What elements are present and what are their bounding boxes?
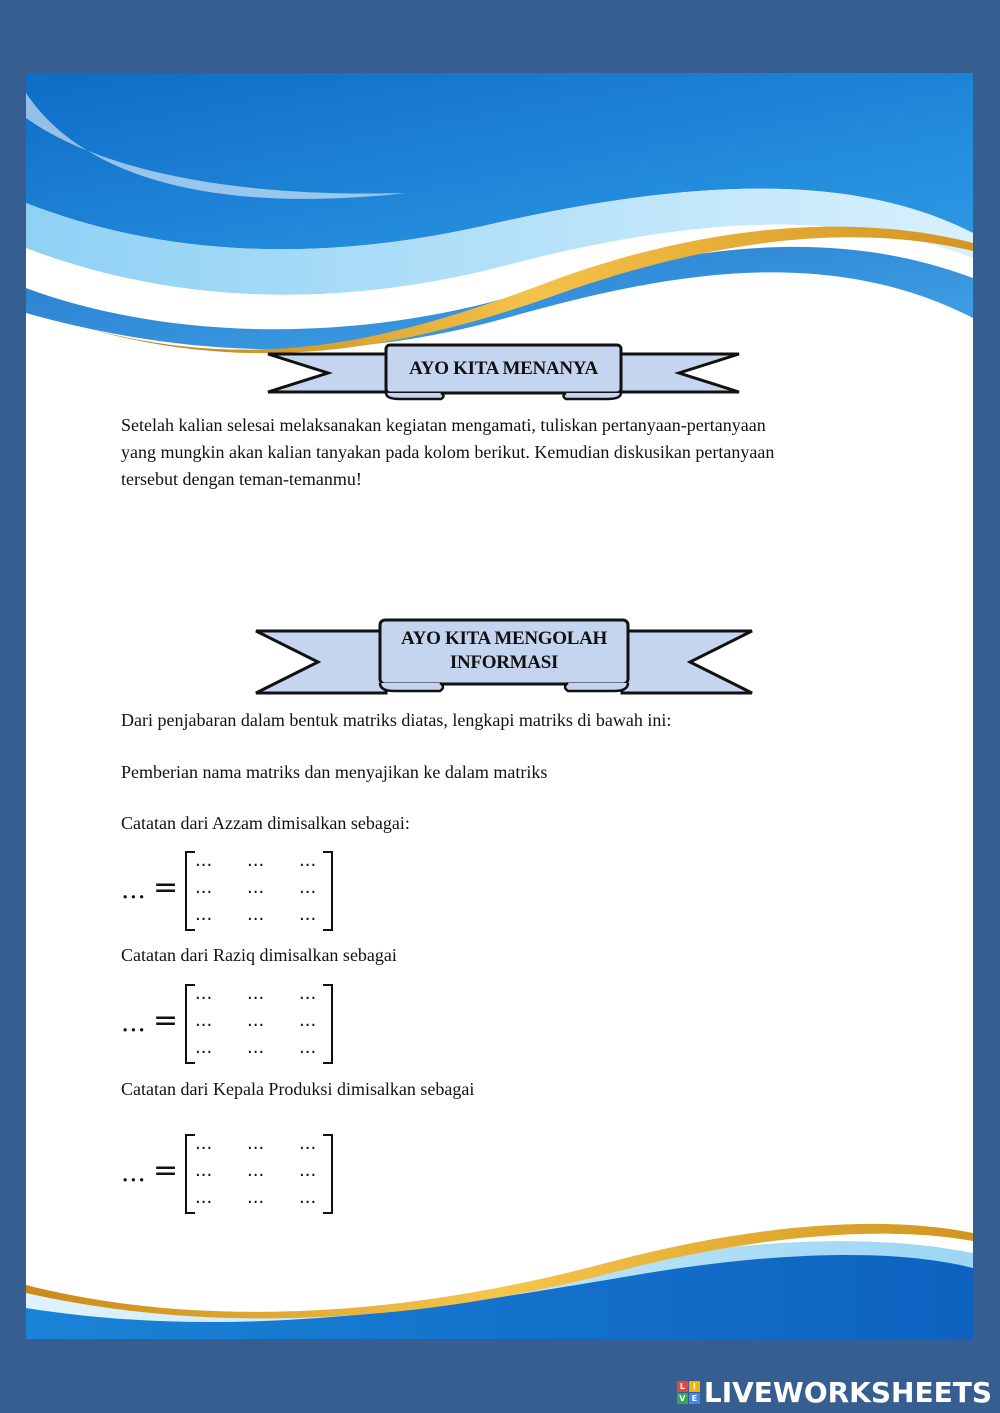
matrix-name-blank[interactable]: ... — [121, 875, 146, 905]
matrix-azzam — [121, 851, 341, 931]
banner-ayo-kita-menanya — [266, 341, 741, 403]
matrix-raziq — [121, 984, 341, 1064]
matrix-cell[interactable]: ... — [247, 983, 265, 1004]
matrix-cells — [195, 980, 325, 1061]
matrix-cell[interactable]: ... — [299, 1133, 317, 1154]
intro-line-1: Setelah kalian selesai melaksanakan kegiatan mengamati, tuliskan pertanyaan-pertanyaan — [121, 415, 766, 435]
logo-mark-letter: E — [689, 1393, 700, 1404]
equals-sign: = — [153, 870, 179, 905]
banner-title-line-2: INFORMASI — [449, 652, 559, 673]
equals-sign: = — [153, 1003, 179, 1038]
logo-mark-letter: I — [689, 1381, 700, 1392]
worksheet-page — [26, 73, 973, 1339]
right-bracket — [323, 851, 333, 931]
item-label-azzam: Catatan dari Azzam dimisalkan sebagai: — [121, 813, 410, 833]
matrix-cell[interactable]: ... — [299, 904, 317, 925]
matrix-cell[interactable]: ... — [195, 904, 213, 925]
logo-mark-letter: V — [677, 1393, 688, 1404]
matrix-cell[interactable]: ... — [247, 1037, 265, 1058]
matrix-cell[interactable]: ... — [299, 850, 317, 871]
bottom-wave-decoration — [26, 1193, 973, 1339]
top-wave-decoration — [26, 73, 973, 373]
matrix-cell[interactable]: ... — [195, 1133, 213, 1154]
banner-title: AYO KITA MENANYA — [409, 358, 598, 379]
matrix-cell[interactable]: ... — [195, 1160, 213, 1181]
item-label-raziq: Catatan dari Raziq dimisalkan sebagai — [121, 945, 397, 965]
matrix-cell[interactable]: ... — [247, 850, 265, 871]
left-bracket — [185, 984, 195, 1064]
item-label-kepala-produksi: Catatan dari Kepala Produksi dimisalkan sebagai — [121, 1079, 475, 1099]
matrix-cells — [195, 847, 325, 928]
logo-mark-letter: L — [677, 1381, 688, 1392]
banner-ayo-kita-mengolah-informasi — [254, 617, 754, 697]
matrix-cells — [195, 1130, 325, 1211]
matrix-cell[interactable]: ... — [299, 877, 317, 898]
matrix-cell[interactable]: ... — [195, 1010, 213, 1031]
matrix-cell[interactable]: ... — [299, 1160, 317, 1181]
matrix-name-blank[interactable]: ... — [121, 1008, 146, 1038]
matrix-cell[interactable]: ... — [299, 1010, 317, 1031]
banner-title-line-1: AYO KITA MENGOLAH — [400, 628, 608, 649]
matrix-cell[interactable]: ... — [247, 877, 265, 898]
matrix-cell[interactable]: ... — [299, 1037, 317, 1058]
logo-text: LIVEWORKSHEETS — [703, 1375, 992, 1409]
matrix-cell[interactable]: ... — [195, 983, 213, 1004]
matrix-kepala-produksi — [121, 1134, 341, 1214]
matrix-cell[interactable]: ... — [195, 850, 213, 871]
matrix-cell[interactable]: ... — [247, 904, 265, 925]
matrix-cell[interactable]: ... — [247, 1133, 265, 1154]
subtitle-text: Pemberian nama matriks dan menyajikan ke dalam matriks — [121, 762, 548, 782]
instruction-text: Dari penjabaran dalam bentuk matriks diatas, lengkapi matriks di bawah ini: — [121, 710, 672, 730]
matrix-cell[interactable]: ... — [299, 1187, 317, 1208]
matrix-name-blank[interactable]: ... — [121, 1158, 146, 1188]
matrix-cell[interactable]: ... — [247, 1010, 265, 1031]
liveworksheets-logo-icon — [677, 1381, 700, 1404]
intro-line-3: tersebut dengan teman-temanmu! — [121, 469, 362, 489]
matrix-cell[interactable]: ... — [195, 1187, 213, 1208]
left-bracket — [185, 1134, 195, 1214]
matrix-cell[interactable]: ... — [299, 983, 317, 1004]
matrix-cell[interactable]: ... — [247, 1187, 265, 1208]
left-bracket — [185, 851, 195, 931]
equals-sign: = — [153, 1153, 179, 1188]
intro-line-2: yang mungkin akan kalian tanyakan pada kolom berikut. Kemudian diskusikan pertanyaan — [121, 442, 775, 462]
right-bracket — [323, 1134, 333, 1214]
matrix-cell[interactable]: ... — [195, 1037, 213, 1058]
right-bracket — [323, 984, 333, 1064]
liveworksheets-logo[interactable] — [677, 1375, 992, 1409]
matrix-cell[interactable]: ... — [247, 1160, 265, 1181]
matrix-cell[interactable]: ... — [195, 877, 213, 898]
